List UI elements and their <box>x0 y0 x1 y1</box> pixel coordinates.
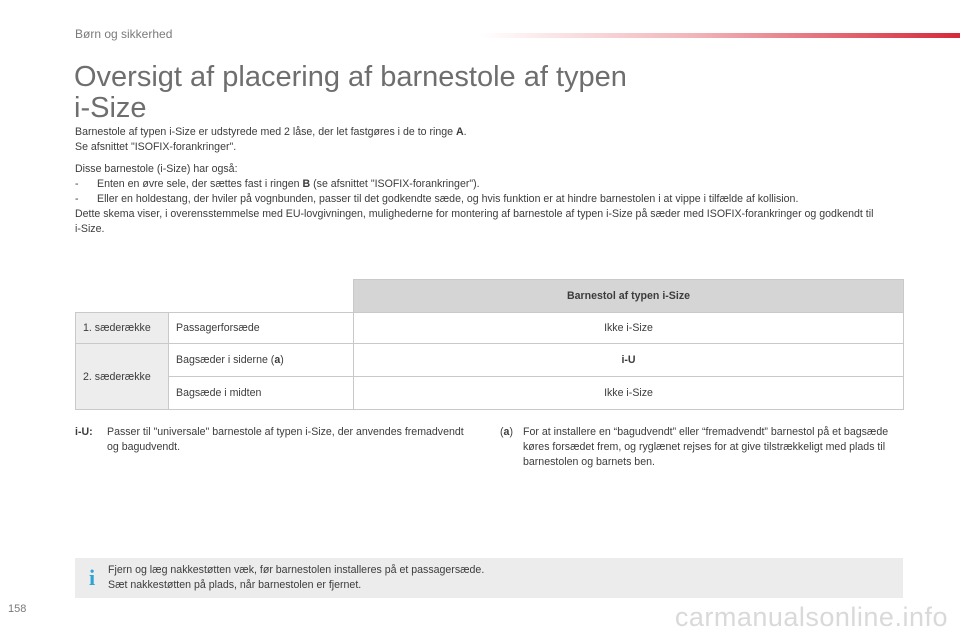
seat-label: Bagsæde i midten <box>169 377 354 410</box>
note-a-description: For at installere en “bagudvendt” eller “fremadvendt” barnestol på et bagsæde køres forsædet frem, og ryglænet rejses for at give tilstrækkeligt med plads til barnestolen og barnets ben. <box>523 426 889 468</box>
seat-value: Ikke i-Size <box>354 377 904 410</box>
intro-line2: Se afsnittet "ISOFIX-forankringer". <box>75 141 237 153</box>
section-title: Børn og sikkerhed <box>75 27 173 41</box>
intro-line1-text: Barnestole af typen i-Size er udstyrede med 2 låse, der let fastgøres i de to ringe <box>75 126 456 138</box>
also-label: Disse barnestole (i-Size) har også: <box>75 163 238 175</box>
note-a-term <box>500 425 513 440</box>
info-icon: i <box>88 565 96 590</box>
seat-note-ref: a <box>274 354 281 366</box>
bullet-item-2 <box>75 192 875 207</box>
note-a-letter: a <box>503 426 510 438</box>
iu-term: i-U: <box>75 426 93 438</box>
intro-line1-end: . <box>463 126 467 138</box>
header-rule <box>480 33 960 38</box>
iu-description: Passer til "universale" barnestole af typen i-Size, der anvendes fremadvendt og bagudvendt. <box>107 426 464 453</box>
bullet1-end: (se afsnittet "ISOFIX-forankringer"). <box>310 178 480 190</box>
page-title <box>74 62 694 124</box>
intro-text <box>75 125 875 237</box>
table-header: Barnestol af typen i-Size <box>354 280 904 313</box>
page-title-line1: Oversigt af placering af barnestole af typen <box>74 61 627 93</box>
isize-placement-table <box>75 279 904 410</box>
seat-label-text: Bagsæder i siderne ( <box>176 354 275 366</box>
watermark: carmanualsonline.info <box>674 602 948 632</box>
row-label: 2. sæderække <box>76 344 169 410</box>
ring-a-label: A <box>455 126 464 138</box>
info-box <box>75 558 903 598</box>
seat-value: i-U <box>354 344 904 377</box>
table-row <box>76 313 904 344</box>
info-line2: Sæt nakkestøtten på plads, når barnestolen er fjernet. <box>108 579 362 591</box>
note-a-open: ( <box>500 426 504 438</box>
note-a-close: ) <box>509 426 513 438</box>
page-number: 158 <box>8 603 27 615</box>
bullet-item-1 <box>75 177 875 192</box>
intro-summary: Dette skema viser, i overensstemmelse med EU-lovgivningen, mulighederne for montering af barnestole af typen i-Size på sæder med ISOFIX-forankringer og godkendt til i-Size. <box>75 208 874 235</box>
seat-value: Ikke i-Size <box>354 313 904 344</box>
bullet1-text: Enten en øvre sele, der sættes fast i ringen <box>97 178 303 190</box>
seat-label: Passagerforsæde <box>169 313 354 344</box>
bullet-dash: - <box>75 178 79 190</box>
seat-label-end: ) <box>280 354 284 366</box>
intro-line1 <box>75 125 875 140</box>
bullet-dash: - <box>75 193 79 205</box>
ring-b-label: B <box>302 178 311 190</box>
table-header-row <box>76 280 904 313</box>
iu-legend <box>75 425 465 455</box>
table-row <box>76 377 904 410</box>
seat-label <box>169 344 354 377</box>
info-text <box>108 563 888 593</box>
bullet2-text: Eller en holdestang, der hviler på vognbunden, passer til det godkendte sæde, og hvis funktion er at hindre barnestolen i at vippe i tilfælde af kollision. <box>97 193 799 205</box>
info-line1: Fjern og læg nakkestøtten væk, før barnestolen installeres på et passagersæde. <box>108 564 485 576</box>
page-title-line2: i-Size <box>74 92 147 124</box>
note-a <box>500 425 890 470</box>
table-row <box>76 344 904 377</box>
row-label: 1. sæderække <box>76 313 169 344</box>
